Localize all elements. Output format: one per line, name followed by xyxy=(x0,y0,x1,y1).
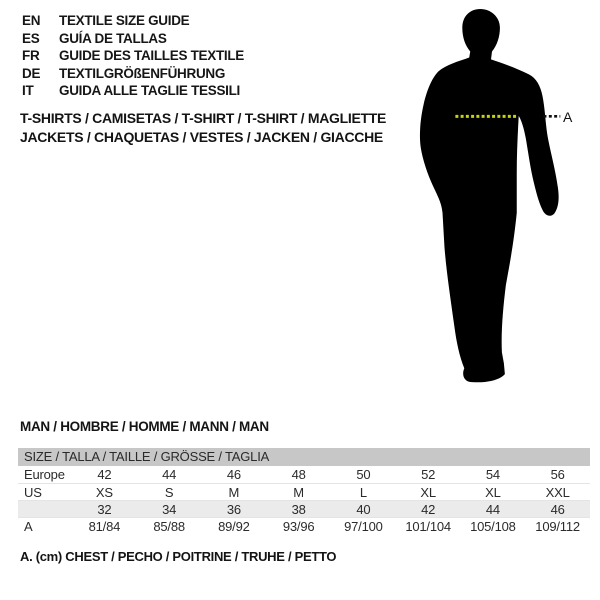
language-row xyxy=(22,82,244,100)
language-row xyxy=(22,30,244,48)
language-row xyxy=(22,12,244,30)
size-cell: 46 xyxy=(550,502,565,517)
size-cell: S xyxy=(164,485,174,500)
garment-line-tshirts: T-SHIRTS / CAMISETAS / T-SHIRT / T-SHIRT / MAGLIETTE xyxy=(20,110,387,126)
size-cell: 42 xyxy=(421,502,436,517)
size-table-body xyxy=(18,466,590,534)
language-title: TEXTILE SIZE GUIDE xyxy=(59,13,190,28)
garment-line-jackets: JACKETS / CHAQUETAS / VESTES / JACKEN / GIACCHE xyxy=(20,128,383,145)
size-cell: 105/108 xyxy=(470,519,516,534)
man-silhouette-path xyxy=(420,9,559,382)
size-cell: XXL xyxy=(545,485,570,500)
size-cell: 109/112 xyxy=(535,519,580,534)
size-cell: 38 xyxy=(291,502,306,517)
language-code: EN xyxy=(22,13,41,28)
measure-label-a: A xyxy=(563,109,573,125)
measurement-footnote: A. (cm) CHEST / PECHO / POITRINE / TRUHE / PETTO xyxy=(20,549,337,564)
size-cell: 46 xyxy=(226,467,241,482)
size-cell: M xyxy=(293,485,304,500)
language-row xyxy=(22,65,244,83)
language-code: ES xyxy=(22,30,40,46)
man-silhouette-figure xyxy=(405,4,580,392)
language-code: FR xyxy=(22,48,40,63)
size-cell: 52 xyxy=(421,467,436,482)
size-cell: 42 xyxy=(97,467,112,482)
size-cell: 81/84 xyxy=(88,519,121,534)
man-silhouette-svg xyxy=(405,4,580,392)
size-cell: 85/88 xyxy=(153,519,185,534)
size-table xyxy=(18,448,590,534)
size-cell: XL xyxy=(420,485,436,500)
size-cell: 40 xyxy=(356,502,371,517)
garment-types xyxy=(20,109,386,146)
language-title: TEXTILGRÖßENFÜHRUNG xyxy=(59,65,226,81)
size-cell: 54 xyxy=(485,467,500,482)
size-cell: 44 xyxy=(162,467,177,482)
size-cell: 50 xyxy=(356,467,371,482)
size-cell: 48 xyxy=(291,467,306,482)
language-code: DE xyxy=(22,65,41,81)
table-row xyxy=(18,466,590,483)
row-label xyxy=(18,501,72,517)
size-cell: 56 xyxy=(550,467,565,482)
size-cell: M xyxy=(228,485,240,500)
size-cell: 36 xyxy=(226,502,241,517)
size-cell: L xyxy=(359,485,367,500)
language-title: GUIDA ALLE TAGLIE TESSILI xyxy=(59,83,240,98)
language-code: IT xyxy=(22,83,34,98)
table-row xyxy=(18,517,590,534)
table-row xyxy=(18,483,590,500)
language-title: GUIDE DES TAILLES TEXTILE xyxy=(59,48,245,63)
row-label: Europe xyxy=(24,467,65,482)
size-cell: 34 xyxy=(162,502,177,517)
row-label: US xyxy=(24,485,42,500)
size-cell: 89/92 xyxy=(218,519,250,534)
size-cell: 93/96 xyxy=(282,519,315,534)
language-title: GUÍA DE TALLAS xyxy=(59,30,167,46)
size-cell: 97/100 xyxy=(344,519,383,534)
size-cell: 44 xyxy=(485,502,500,517)
language-list xyxy=(22,12,244,100)
table-row xyxy=(18,500,590,517)
size-cell: 32 xyxy=(97,502,112,517)
size-cell: 101/104 xyxy=(405,519,451,534)
size-cell: XL xyxy=(485,485,501,500)
section-title-man: MAN / HOMBRE / HOMME / MANN / MAN xyxy=(20,419,269,434)
row-label: A xyxy=(24,519,33,534)
language-row xyxy=(22,47,244,65)
size-table-header: SIZE / TALLA / TAILLE / GRÖSSE / TAGLIA xyxy=(18,448,590,466)
size-cell: XS xyxy=(95,485,113,500)
